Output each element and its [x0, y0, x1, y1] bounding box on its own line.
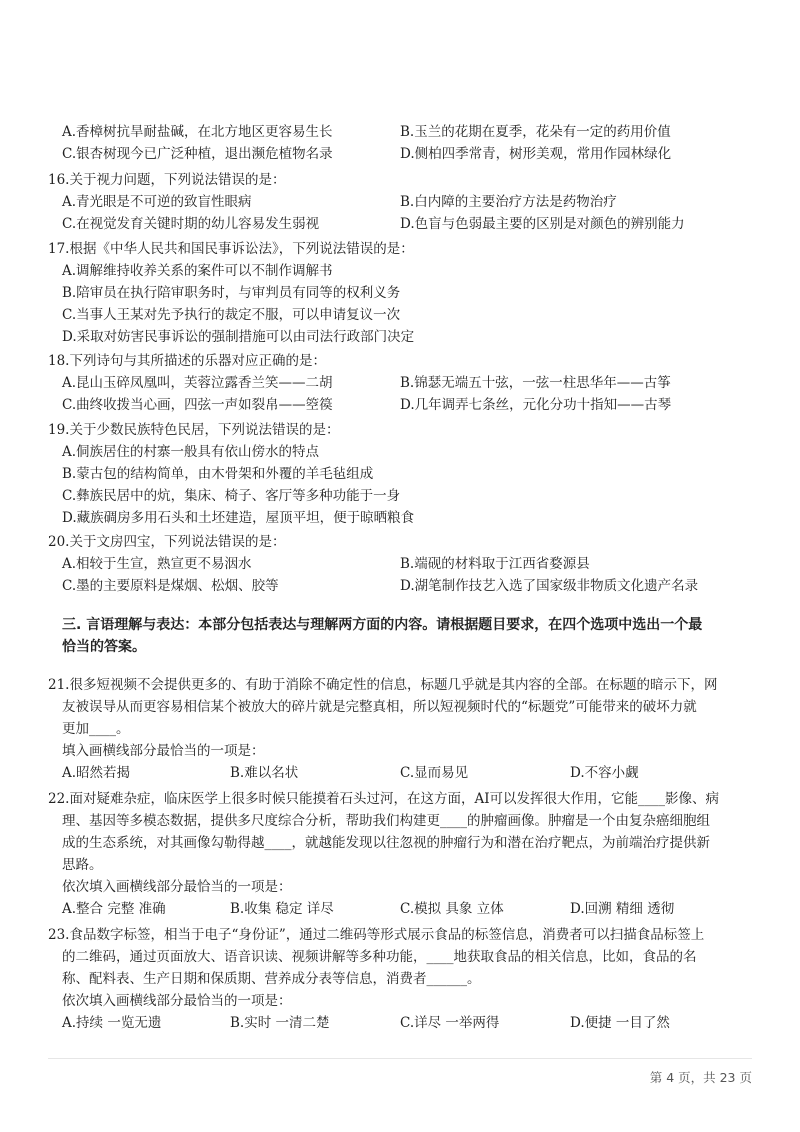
q19-option-c: C.彝族民居中的炕，集床、椅子、客厅等多种功能于一身	[62, 488, 401, 504]
q20-option-d: D.湖笔制作技艺入选了国家级非物质文化遗产名录	[400, 578, 699, 594]
q22-text-line1: 22.面对疑难杂症，临床医学上很多时候只能摸着石头过河，在这方面，AI可以发挥很大作用，它能____影像、病	[48, 791, 720, 807]
q16-option-c: C.在视觉发育关键时期的幼儿容易发生弱视	[62, 216, 320, 232]
q18-option-c: C.曲终收拨当心画，四弦一声如裂帛——箜篌	[62, 397, 333, 413]
section-heading-line2: 恰当的答案。	[62, 639, 146, 655]
q15-option-a: A.香樟树抗旱耐盐碱，在北方地区更容易生长	[62, 124, 333, 140]
q22-text-line4: 思路。	[62, 857, 103, 873]
q20-option-a: A.相较于生宣，熟宣更不易洇水	[62, 556, 252, 572]
q23-text-line1: 23.食品数字标签，相当于电子“身份证”，通过二维码等形式展示食品的标签信息，消费者可以扫描食品标签上	[48, 927, 705, 943]
q23-option-d: D.便捷 一目了然	[570, 1015, 670, 1031]
q20-option-c: C.墨的主要原料是煤烟、松烟、胶等	[62, 578, 279, 594]
q21-option-c: C.显而易见	[400, 765, 469, 781]
q17-stem: 17.根据《中华人民共和国民事诉讼法》，下列说法错误的是：	[48, 241, 414, 257]
q18-option-d: D.几年调弄七条丝，元化分功十指知——古琴	[400, 397, 672, 413]
q21-text-line3: 更加____。	[62, 721, 130, 737]
q17-option-d: D.采取对妨害民事诉讼的强制措施可以由司法行政部门决定	[62, 329, 415, 345]
q21-prompt: 填入画横线部分最恰当的一项是：	[62, 743, 265, 759]
q19-option-d: D.藏族碉房多用石头和土坯建造，屋顶平坦，便于晾晒粮食	[62, 510, 415, 526]
q18-stem: 18.下列诗句与其所描述的乐器对应正确的是：	[48, 353, 326, 369]
q21-option-a: A.昭然若揭	[62, 765, 131, 781]
q22-option-b: B.收集 稳定 详尽	[230, 901, 334, 917]
page-number: 第 4 页，共 23 页	[649, 1070, 752, 1085]
q22-option-a: A.整合 完整 准确	[62, 901, 166, 917]
q23-option-a: A.持续 一览无遗	[62, 1015, 162, 1031]
q16-stem: 16.关于视力问题，下列说法错误的是：	[48, 172, 286, 188]
q22-option-d: D.回溯 精细 透彻	[570, 901, 675, 917]
q19-option-a: A.侗族居住的村寨一般具有依山傍水的特点	[62, 444, 320, 460]
q18-option-b: B.锦瑟无端五十弦，一弦一柱思华年——古筝	[400, 375, 671, 391]
q17-option-b: B.陪审员在执行陪审职务时，与审判员有同等的权利义务	[62, 285, 401, 301]
q19-option-b: B.蒙古包的结构简单，由木骨架和外覆的羊毛毡组成	[62, 466, 374, 482]
q21-option-b: B.难以名状	[230, 765, 299, 781]
q15-option-b: B.玉兰的花期在夏季，花朵有一定的药用价值	[400, 124, 671, 140]
q21-option-d: D.不容小觑	[570, 765, 639, 781]
q23-text-line2: 的二维码，通过页面放大、语音识读、视频讲解等多种功能，____地获取食品的相关信息，比如，食品的名	[62, 949, 697, 965]
q22-text-line2: 理、基因等多模态数据，提供多尺度综合分析，帮助我们构建更____的肿瘤画像。肿瘤是一个由复杂癌细胞组	[62, 813, 710, 829]
q15-option-d: D.侧柏四季常青，树形美观，常用作园林绿化	[400, 146, 672, 162]
q22-text-line3: 成的生态系统，对其画像勾勒得越____，就越能发现以往忽视的肿瘤行为和潜在治疗靶点，为前端治疗提供新	[62, 835, 710, 851]
q18-option-a: A.昆山玉碎凤凰叫，芙蓉泣露香兰笑——二胡	[62, 375, 333, 391]
q20-option-b: B.端砚的材料取于江西省婺源县	[400, 556, 590, 572]
q22-option-c: C.模拟 具象 立体	[400, 901, 504, 917]
q21-text-line1: 21.很多短视频不会提供更多的、有助于消除不确定性的信息，标题几乎就是其内容的全部。在标题的暗示下，网	[48, 677, 718, 693]
footer-divider	[48, 1058, 752, 1059]
q21-text-line2: 友被误导从而更容易相信某个被放大的碎片就是完整真相，所以短视频时代的“标题党”可能带来的破坏力就	[62, 699, 697, 715]
q16-option-b: B.白内障的主要治疗方法是药物治疗	[400, 194, 617, 210]
q23-option-c: C.详尽 一举两得	[400, 1015, 500, 1031]
q17-option-a: A.调解维持收养关系的案件可以不制作调解书	[62, 263, 333, 279]
q20-stem: 20.关于文房四宝，下列说法错误的是：	[48, 534, 286, 550]
q16-option-d: D.色盲与色弱最主要的区别是对颜色的辨别能力	[400, 216, 685, 232]
q17-option-c: C.当事人王某对先予执行的裁定不服，可以申请复议一次	[62, 307, 401, 323]
q22-prompt: 依次填入画横线部分最恰当的一项是：	[62, 879, 292, 895]
q23-prompt: 依次填入画横线部分最恰当的一项是：	[62, 993, 292, 1009]
q19-stem: 19.关于少数民族特色民居，下列说法错误的是：	[48, 422, 340, 438]
q16-option-a: A.青光眼是不可逆的致盲性眼病	[62, 194, 252, 210]
q23-text-line3: 称、配料表、生产日期和保质期、营养成分表等信息，消费者______。	[62, 971, 481, 987]
section-heading-line1: 三. 言语理解与表达：本部分包括表达与理解两方面的内容。请根据题目要求，在四个选项中选出一个最	[62, 617, 703, 633]
q23-option-b: B.实时 一清二楚	[230, 1015, 330, 1031]
q15-option-c: C.银杏树现今已广泛种植，退出濒危植物名录	[62, 146, 333, 162]
